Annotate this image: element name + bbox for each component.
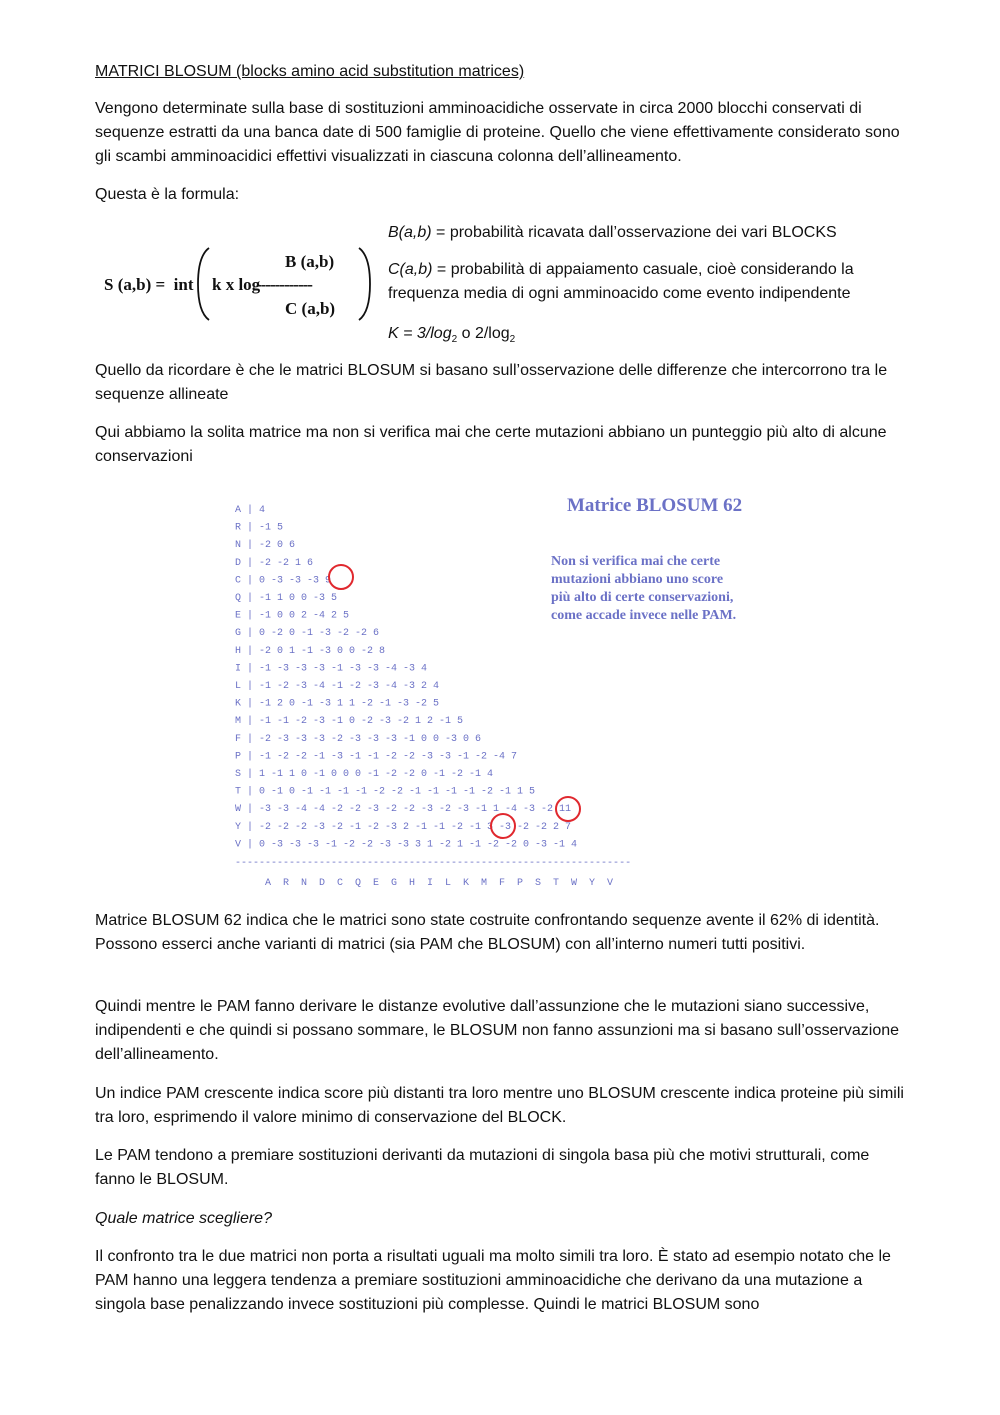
paragraph-blosum-basis: Quello da ricordare è che le matrici BLOSUM si basano sull’osservazione delle differenze che intercorrono tra le sequenze allineate	[95, 362, 888, 403]
definition-b: B(a,b) = probabilità ricavata dall’osservazione dei vari BLOCKS	[388, 224, 837, 241]
figure-note-line: come accade invece nelle PAM.	[551, 608, 737, 623]
matrix-row: H | -2 0 1 -1 -3 0 0 -2 8	[235, 645, 386, 657]
matrix-row: Y | -2 -2 -2 -3 -2 -1 -2 -3 2 -1 -1 -2 -1 3 -3 -2 -2 2 7	[235, 821, 572, 833]
formula-fraction-line: ------------	[256, 275, 312, 294]
definition-k: $K = 3/\log_2$ o $2/\log_2$	[388, 325, 516, 346]
matrix-row: C | 0 -3 -3 -3 9	[235, 575, 332, 587]
paragraph-formula-intro: Questa è la formula:	[95, 186, 240, 203]
formula-lhs: S (a,b) = int	[104, 275, 194, 294]
highlight-circle-c-c	[329, 565, 353, 589]
matrix-row: T | 0 -1 0 -1 -1 -1 -1 -2 -2 -1 -1 -1 -1 -2 -1 1 5	[235, 786, 536, 798]
blosum62-matrix-figure	[230, 492, 770, 892]
left-paren-icon	[196, 246, 210, 322]
formula-denominator: C (a,b)	[285, 299, 336, 318]
right-paren-icon	[358, 246, 372, 322]
matrix-row: A | 4	[235, 505, 266, 516]
subheading-which-matrix: Quale matrice scegliere?	[95, 1210, 272, 1227]
matrix-row: N | -2 0 6	[235, 540, 296, 552]
figure-note	[551, 554, 736, 623]
matrix-row: Q | -1 1 0 0 -3 5	[235, 593, 338, 604]
figure-note-line: più alto di certe conservazioni,	[551, 590, 734, 605]
paragraph-index: Un indice PAM crescente indica score più distanti tra loro mentre uno BLOSUM crescente indica proteine più simili tra loro, esprimendo il valore minimo di conservazione del BLOCK.	[95, 1085, 904, 1126]
matrix-row: V | 0 -3 -3 -3 -1 -2 -2 -3 -3 3 1 -2 1 -1 -2 -2 0 -3 -1 4	[235, 839, 578, 851]
paragraph-comparison: Il confronto tra le due matrici non porta a risultati uguali ma molto simili tra loro. È stato ad esempio notato che le PAM hanno una leggera tendenza a premiare sostituzioni amminoacidiche che derivano da una mutazione a singola base penalizzando invece sostituzioni più complesse. Quindi le matrici BLOSUM sono	[95, 1248, 891, 1313]
matrix-rows	[235, 504, 577, 850]
matrix-row: E | -1 0 0 2 -4 2 5	[235, 610, 350, 622]
matrix-row: S | 1 -1 1 0 -1 0 0 0 -1 -2 -2 0 -1 -2 -1 4	[235, 769, 494, 780]
paragraph-pam-tendency: Le PAM tendono a premiare sostituzioni derivanti da mutazioni di singola basa più che motivi strutturali, come fanno le BLOSUM.	[95, 1147, 870, 1188]
figure-note-line: mutazioni abbiano uno score	[551, 572, 724, 587]
paragraph-intro: Vengono determinate sulla base di sostituzioni amminoacidiche osservate in circa 2000 blocchi conservati di sequenze estratti da una banca date di 500 famiglie di proteine. Quello che viene effettivamente considerato sono gli scambi amminoacidici effettivi visualizzati in ciascuna colonna dell’allineamento.	[95, 100, 900, 165]
matrix-row: M | -1 -1 -2 -3 -1 0 -2 -3 -2 1 2 -1 5	[235, 716, 464, 728]
matrix-row: I | -1 -3 -3 -3 -1 -3 -3 -4 -3 4	[235, 663, 428, 675]
figure-note-line: Non si verifica mai che certe	[551, 554, 721, 569]
matrix-row: G | 0 -2 0 -1 -3 -2 -2 6	[235, 628, 380, 640]
matrix-row: F | -2 -3 -3 -3 -2 -3 -3 -3 -1 0 0 -3 0 6	[235, 733, 482, 745]
figure-title: Matrice BLOSUM 62	[567, 495, 743, 516]
matrix-row: W | -3 -3 -4 -4 -2 -2 -3 -2 -2 -3 -2 -3 -1 1 -4 -3 -2 11	[235, 804, 572, 816]
matrix-separator: ------------------------------------------------------------------	[235, 858, 632, 869]
matrix-column-labels: A R N D C Q E G H I L K M F P S T W Y V	[265, 878, 614, 889]
paragraph-blosum62: Matrice BLOSUM 62 indica che le matrici sono state costruite confrontando sequenze avente il 62% di identità. Possono esserci anche varianti di matrici (sia PAM che BLOSUM) con all’interno numeri tutti positivi.	[95, 912, 880, 953]
section-heading: MATRICI BLOSUM (blocks amino acid substitution matrices)	[95, 63, 525, 80]
paragraph-pam-vs-blosum: Quindi mentre le PAM fanno derivare le distanze evolutive dall’assunzione che le mutazioni siano successive, indipendenti e che quindi si possano sommare, le BLOSUM non fanno assunzioni ma si basano sull’osservazione dell’allineamento.	[95, 998, 900, 1063]
formula-k-log: k x log	[212, 275, 261, 294]
matrix-row: R | -1 5	[235, 522, 284, 534]
paragraph-matrix-note: Qui abbiamo la solita matrice ma non si verifica mai che certe mutazioni abbiano un punteggio più alto di alcune conservazioni	[95, 424, 887, 465]
matrix-row: D | -2 -2 1 6	[235, 557, 314, 569]
matrix-row: L | -1 -2 -3 -4 -1 -2 -3 -4 -3 2 4	[235, 681, 440, 692]
matrix-row: P | -1 -2 -2 -1 -3 -1 -1 -2 -2 -3 -3 -1 -2 -4 7	[235, 751, 518, 763]
matrix-row: K | -1 2 0 -1 -3 1 1 -2 -1 -3 -2 5	[235, 698, 440, 710]
formula-numerator: B (a,b)	[285, 252, 335, 271]
blosum-formula	[100, 246, 375, 326]
definition-c: C(a,b) = probabilità di appaiamento casuale, cioè considerando la frequenza media di ogni amminoacido come evento indipendente	[388, 261, 854, 302]
